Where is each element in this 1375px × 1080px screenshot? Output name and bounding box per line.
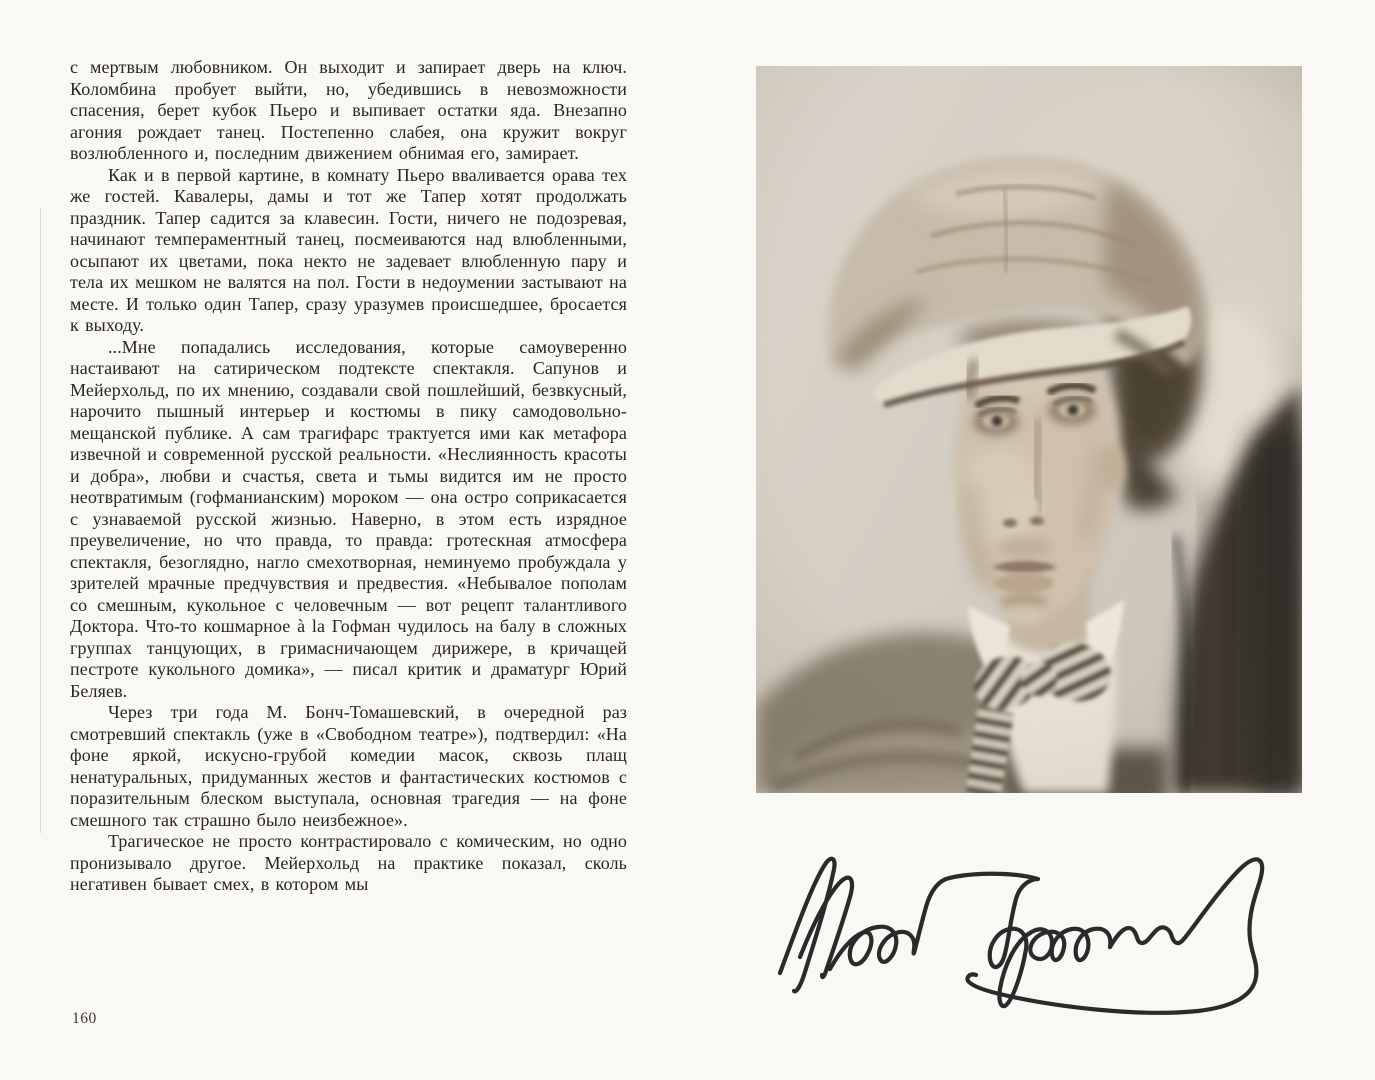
paragraph: с мертвым любовником. Он выходит и запирает дверь на ключ. Коломбина пробует выйти, но, убедившись в невозможности спасения, берет кубок Пьеро и выпивает остатки яда. Внезапно агония рождает танец. Постепенно слабея, она кружит вокруг возлюбленного и, последним движением обнимая его, замирает. [70, 57, 627, 163]
portrait-photo [756, 66, 1302, 793]
vignette [756, 66, 1302, 793]
paragraph: Как и в первой картине, в комнату Пьеро вваливается орава тех же гостей. Кавалеры, дамы и тот же Тапер хотят продолжать праздник. Тапер садится за клавесин. Гости, ничего не подозревая, начинают темпераментный танец, посмеиваются над влюбленными, осыпают их цветами, пока некто не задевает влюбленную пару и тела их мешком не валятся на пол. Гости в недоумении застывают на месте. И только один Тапер, сразу уразумев происшедшее, бросается к выходу. [70, 164, 627, 335]
body-text [70, 57, 627, 896]
paragraph: ...Мне попадались исследования, которые самоуверенно настаивают на сатирическом подтексте спектакля. Сапунов и Мейерхольд, по их мнению, создавали свой пошлейший, безвкусный, нарочито пышный интерьер и костюмы в пику самодовольно-мещанской публике. А сам трагифарс трактуется ими как метафора извечной и современной русской реальности. «Неслиянность красоты и добра», любви и счастья, света и тьмы видится им не просто неотвратимым (гофманианским) мороком — она остро соприкасается с узнаваемой русской жизнью. Наверно, в этом есть изрядное преувеличение, но что правда, то правда: гротескная атмосфера спектакля, безоглядно, нагло смехотворная, неминуемо пробуждала у зрителей мрачные предчувствия и предвестия. «Небывалое пополам со смешным, кукольное с человечным — вот рецепт талантливого Доктора. Что-то кошмарное à la Гофман чудилось на балу в сложных группах танцующих, в гримасничающем дирижере, в кричащей пестроте кукольного домика», — писал критик и драматург Юрий Беляев. [70, 336, 627, 701]
signature [770, 845, 1290, 1020]
paragraph: Трагическое не просто контрастировало с комическим, но одно пронизывало другое. Мейерхольд на практике показал, сколь негативен бывает смех, в котором мы [70, 831, 627, 894]
page-number: 160 [72, 1010, 97, 1027]
signature-drawing [770, 845, 1290, 1020]
portrait-photo-drawing [756, 66, 1302, 793]
paragraph: Через три года М. Бонч-Томашевский, в очередной раз смотревший спектакль (уже в «Свободном театре»), подтвердил: «На фоне яркой, искусно-грубой комедии масок, сквозь плащ ненатуральных, придуманных жестов и фантастических костюмов с поразительным блеском выступала, основная трагедия — на фоне смешного так страшно было неизбежное». [70, 702, 627, 830]
scan-artifact-line [40, 208, 41, 833]
